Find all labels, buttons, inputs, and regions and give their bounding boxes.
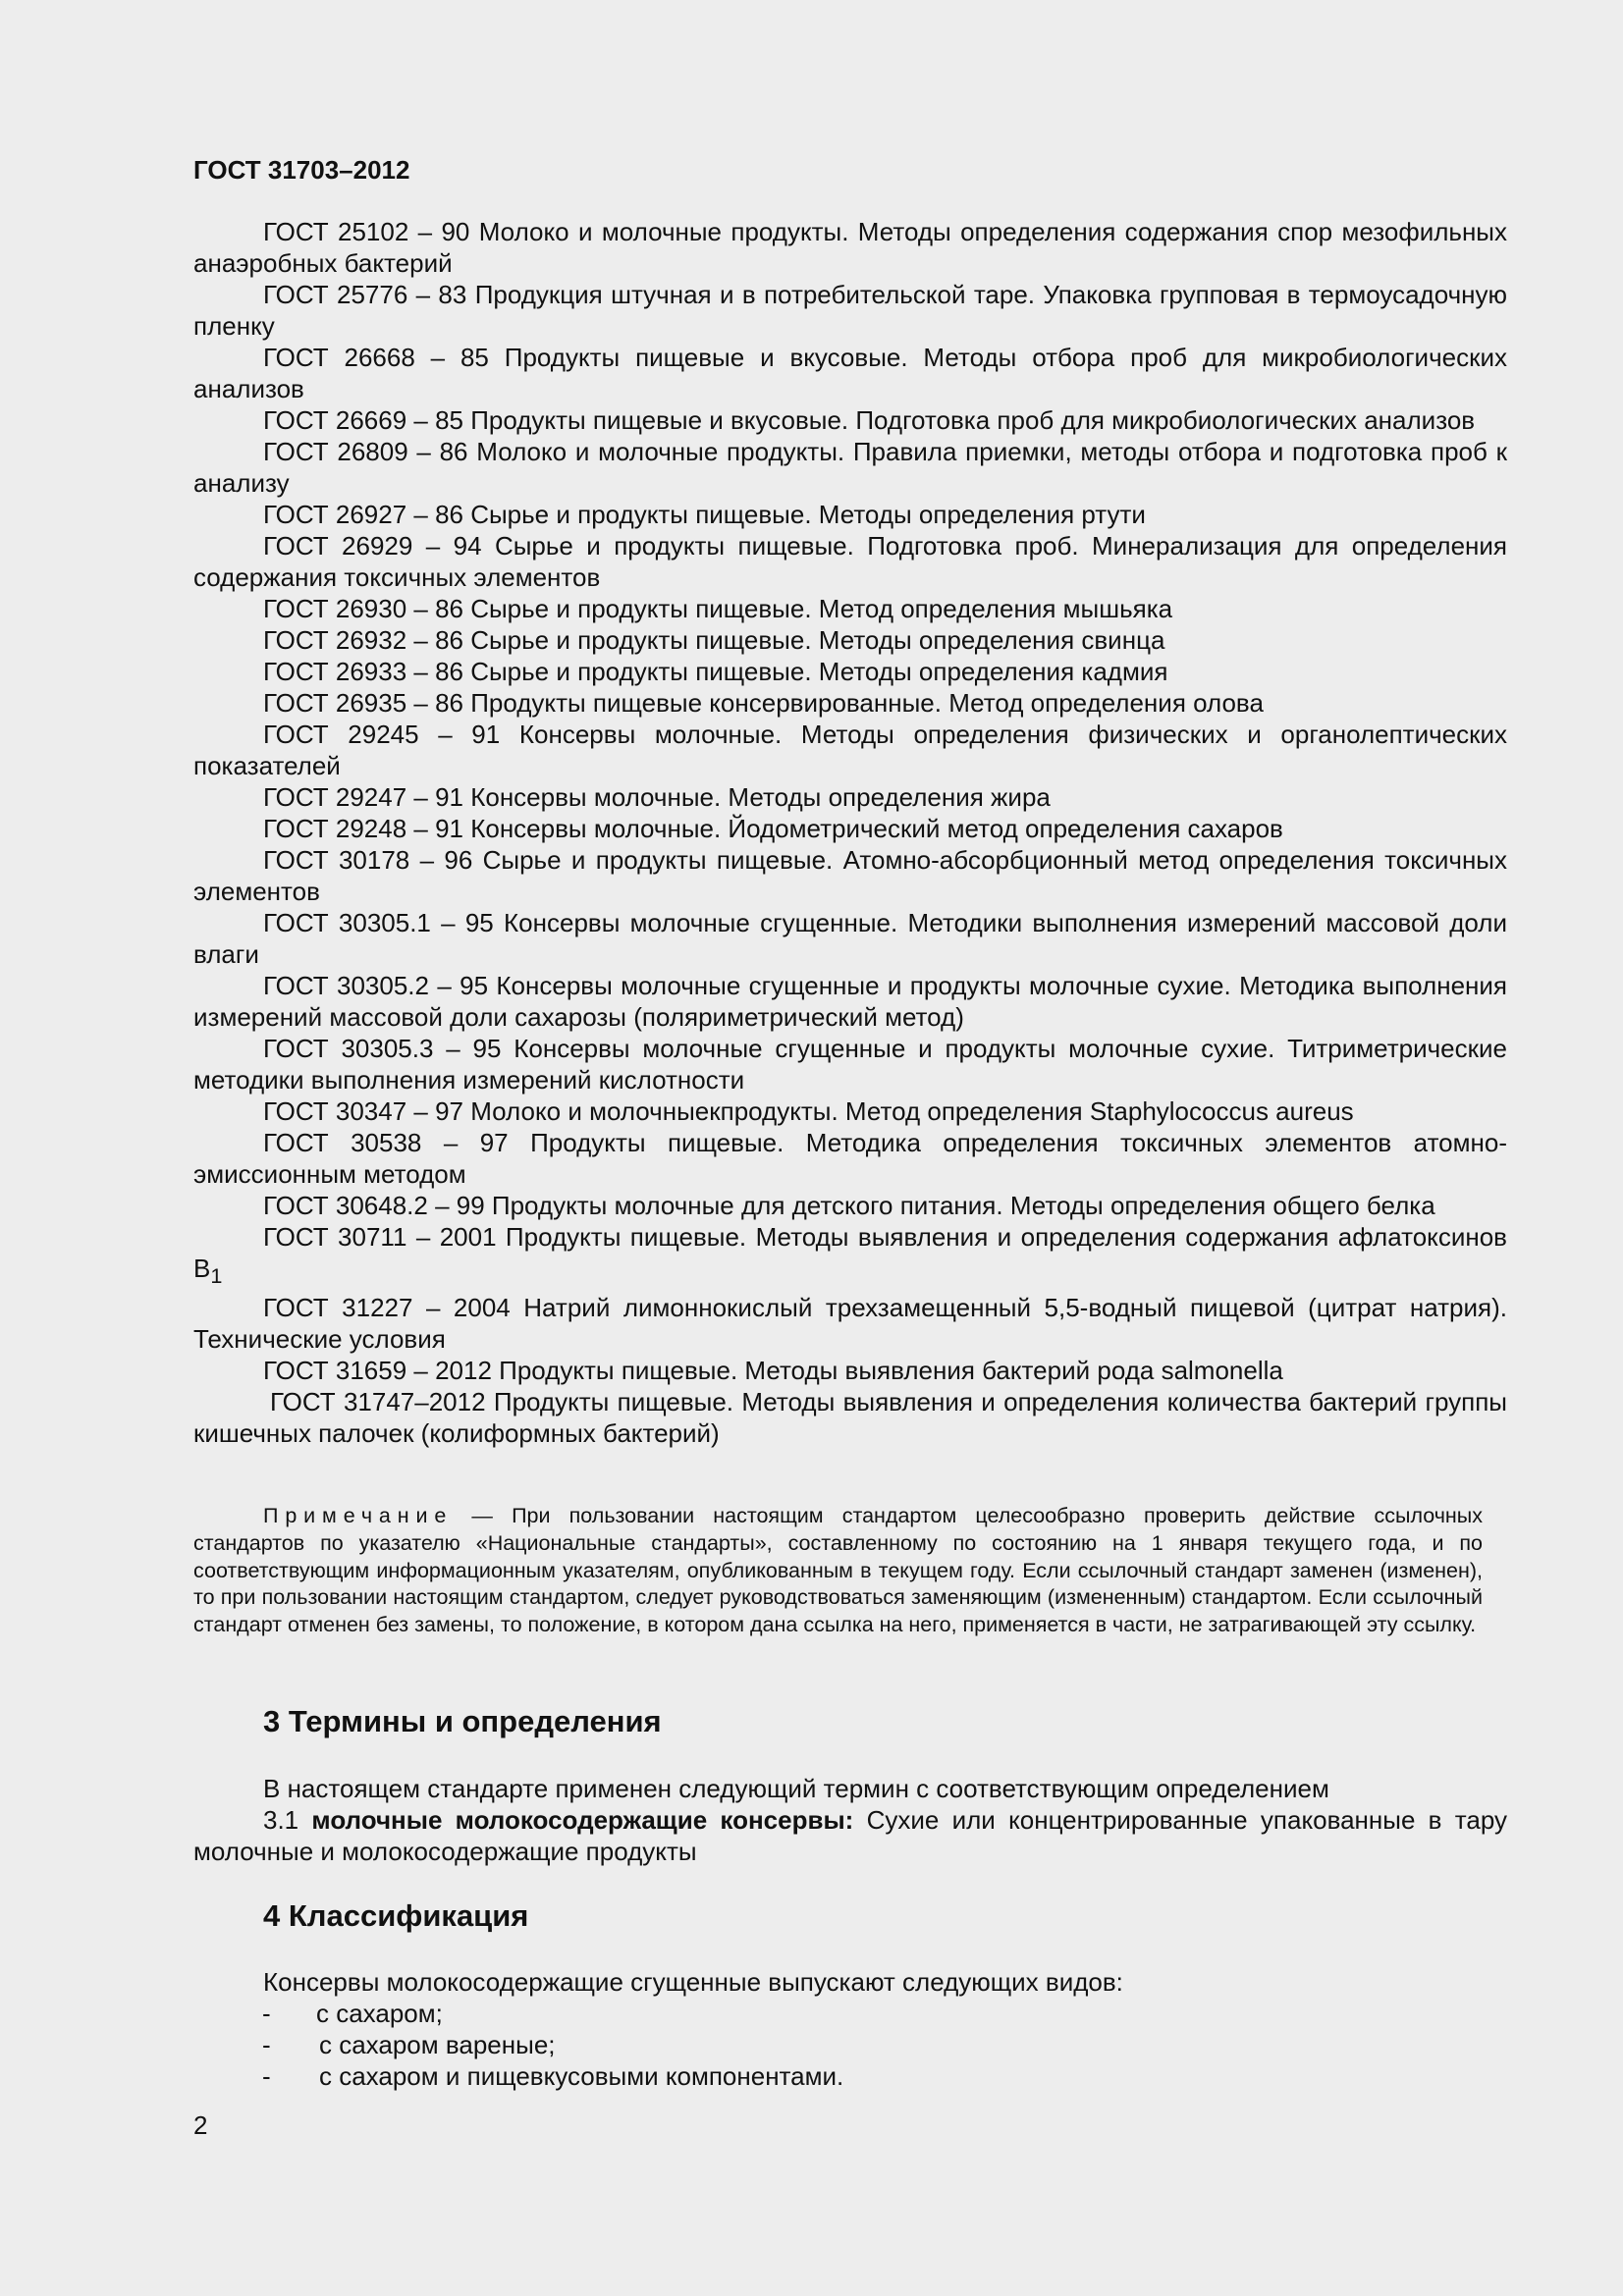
reference-item: ГОСТ 30538 – 97 Продукты пищевые. Методика определения токсичных элементов атомно-эмиссионным методом bbox=[193, 1128, 1507, 1189]
list-item-text: с сахаром; bbox=[316, 1999, 443, 2028]
reference-item-aflatoxin bbox=[193, 1221, 1507, 1292]
reference-item: ГОСТ 26927 – 86 Сырье и продукты пищевые. Методы определения ртути bbox=[263, 500, 1146, 529]
bullet-dash: - bbox=[262, 2030, 271, 2059]
list-item-text: с сахаром вареные; bbox=[319, 2030, 556, 2059]
term-number: 3.1 bbox=[263, 1805, 299, 1835]
reference-item: ГОСТ 26668 – 85 Продукты пищевые и вкусовые. Методы отбора проб для микробиологических анализов bbox=[193, 343, 1507, 403]
note-label: Примечание bbox=[263, 1504, 454, 1527]
reference-item: ГОСТ 30347 – 97 Молоко и молочныекпродукты. Метод определения Staphylococcus aureus bbox=[263, 1096, 1354, 1126]
reference-text: ГОСТ 30711 – 2001 Продукты пищевые. Методы выявления и определения содержания афлатоксинов B bbox=[193, 1222, 1507, 1283]
reference-item: ГОСТ 30305.2 – 95 Консервы молочные сгущенные и продукты молочные сухие. Методика выполнения измерений массовой доли сахарозы (поляриметрический метод) bbox=[193, 971, 1507, 1032]
reference-item: ГОСТ 26932 – 86 Сырье и продукты пищевые. Методы определения свинца bbox=[263, 625, 1165, 655]
reference-item: ГОСТ 30648.2 – 99 Продукты молочные для детского питания. Методы определения общего белка bbox=[263, 1191, 1435, 1220]
reference-item: ГОСТ 26935 – 86 Продукты пищевые консервированные. Метод определения олова bbox=[263, 688, 1264, 718]
reference-item: ГОСТ 29248 – 91 Консервы молочные. Йодометрический метод определения сахаров bbox=[263, 814, 1283, 843]
reference-item: ГОСТ 26809 – 86 Молоко и молочные продукты. Правила приемки, методы отбора и подготовка проб к анализу bbox=[193, 437, 1507, 498]
bullet-dash: - bbox=[262, 1999, 271, 2028]
references-list bbox=[193, 216, 1507, 1449]
reference-item: ГОСТ 30305.1 – 95 Консервы молочные сгущенные. Методики выполнения измерений массовой доли влаги bbox=[193, 908, 1507, 969]
reference-item: ГОСТ 30178 – 96 Сырье и продукты пищевые. Атомно-абсорбционный метод определения токсичных элементов bbox=[193, 845, 1507, 906]
section-4-title: 4 Классификация bbox=[263, 1898, 529, 1933]
reference-item: ГОСТ 31747–2012 Продукты пищевые. Методы выявления и определения количества бактерий группы кишечных палочек (колиформных бактерий) bbox=[193, 1387, 1507, 1449]
section-3-intro: В настоящем стандарте применен следующий термин с соответствующим определением bbox=[263, 1774, 1329, 1803]
note-text: — При пользовании настоящим стандартом целесообразно проверить действие ссылочных стандартов по указателю «Национальные стандарты», составленному по состоянию на 1 января текущего года, и по соответствующим информационным указателям, опубликованным в текущем году. Если ссылочный стандарт заменен (изменен), то при пользовании настоящим стандартом, следует руководствоваться заменяющим (измененным) стандартом. Если ссылочный стандарт отменен без замены, то положение, в котором дана ссылка на него, применяется в части, не затрагивающей эту ссылку. bbox=[193, 1504, 1483, 1637]
reference-item: ГОСТ 31227 – 2004 Натрий лимоннокислый трехзамещенный 5,5-водный пищевой (цитрат натрия). Технические условия bbox=[193, 1293, 1507, 1355]
section-3-title: 3 Термины и определения bbox=[263, 1704, 662, 1738]
subscript: 1 bbox=[210, 1263, 223, 1289]
list-item bbox=[262, 2029, 556, 2060]
list-item bbox=[262, 2060, 843, 2092]
term-definition bbox=[193, 1804, 1507, 1867]
reference-item: ГОСТ 25776 – 83 Продукция штучная и в потребительской таре. Упаковка групповая в термоусадочную пленку bbox=[193, 280, 1507, 341]
reference-item: ГОСТ 31659 – 2012 Продукты пищевые. Методы выявления бактерий рода salmonella bbox=[263, 1356, 1283, 1386]
reference-item: ГОСТ 29245 – 91 Консервы молочные. Методы определения физических и органолептических показателей bbox=[193, 720, 1507, 780]
note bbox=[193, 1503, 1483, 1639]
page-number: 2 bbox=[193, 2110, 208, 2140]
term-text: Сухие или концентрированные упакованные в тару молочные и молокосодержащие продукты bbox=[193, 1805, 1507, 1866]
bullet-dash: - bbox=[262, 2061, 271, 2091]
term-name: молочные молокосодержащие консервы: bbox=[311, 1805, 854, 1835]
reference-item: ГОСТ 26929 – 94 Сырье и продукты пищевые. Подготовка проб. Минерализация для определения содержания токсичных элементов bbox=[193, 531, 1507, 592]
document-header: ГОСТ 31703–2012 bbox=[193, 155, 410, 185]
list-item bbox=[262, 1998, 443, 2029]
reference-item: ГОСТ 26933 – 86 Сырье и продукты пищевые. Методы определения кадмия bbox=[263, 657, 1168, 686]
list-item-text: с сахаром и пищевкусовыми компонентами. bbox=[319, 2061, 844, 2091]
reference-item: ГОСТ 25102 – 90 Молоко и молочные продукты. Методы определения содержания спор мезофильных анаэробных бактерий bbox=[193, 217, 1507, 278]
section-4-intro: Консервы молокосодержащие сгущенные выпускают следующих видов: bbox=[263, 1967, 1123, 1997]
reference-item: ГОСТ 26669 – 85 Продукты пищевые и вкусовые. Подготовка проб для микробиологических анализов bbox=[263, 405, 1476, 435]
reference-item: ГОСТ 26930 – 86 Сырье и продукты пищевые. Метод определения мышьяка bbox=[263, 594, 1173, 623]
reference-item: ГОСТ 30305.3 – 95 Консервы молочные сгущенные и продукты молочные сухие. Титриметрические методики выполнения измерений кислотности bbox=[193, 1034, 1507, 1095]
reference-item: ГОСТ 29247 – 91 Консервы молочные. Методы определения жира bbox=[263, 782, 1051, 812]
